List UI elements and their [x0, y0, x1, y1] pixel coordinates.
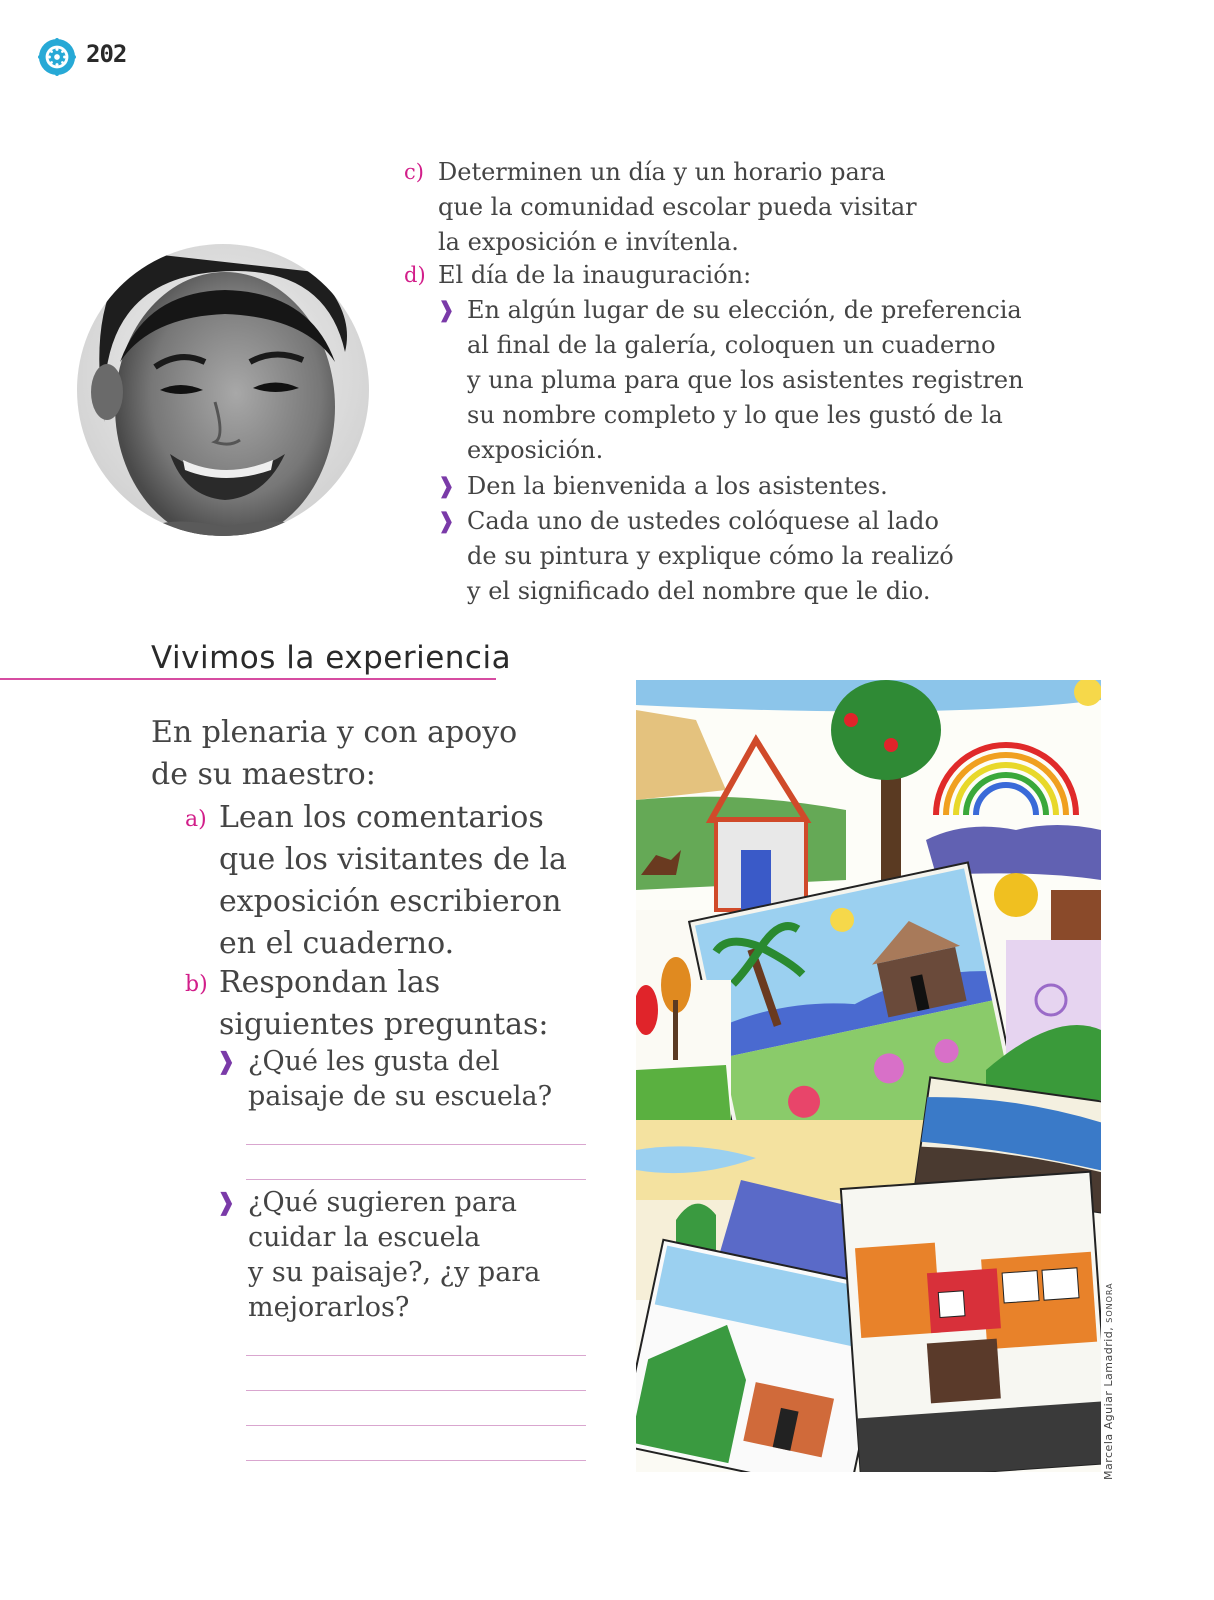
answer-line[interactable]: [246, 1390, 586, 1391]
portrait-photo: [75, 242, 371, 538]
answer-line[interactable]: [246, 1425, 586, 1426]
answer-line[interactable]: [246, 1460, 586, 1461]
section-intro: [151, 712, 517, 796]
question-line: ¿Qué les gusta del: [248, 1046, 500, 1077]
item-line: en el cuaderno.: [219, 926, 455, 961]
bullet-line: al final de la galería, coloquen un cuaderno: [467, 331, 996, 359]
chevron-right-icon: ❱: [437, 298, 456, 323]
list-item: [437, 504, 954, 609]
bullet-line: Den la bienvenida a los asistentes.: [467, 472, 888, 500]
list-item: [437, 469, 888, 504]
step-line: la exposición e invítenla.: [438, 228, 739, 256]
answer-line[interactable]: [246, 1144, 586, 1145]
credit-state: SONORA: [1105, 1282, 1114, 1323]
bullet-line: y una pluma para que los asistentes registren: [467, 366, 1024, 394]
step-c: [404, 155, 917, 260]
item-line: Lean los comentarios: [219, 800, 544, 835]
item-line: que los visitantes de la: [219, 842, 567, 877]
question-1: [216, 1044, 553, 1114]
chevron-right-icon: ❱: [216, 1047, 237, 1075]
step-letter: c): [404, 160, 424, 184]
bullet-line: su nombre completo y lo que les gustó de la: [467, 401, 1003, 429]
bullet-line: Cada uno de ustedes colóquese al lado: [467, 507, 939, 535]
section-divider: [0, 678, 496, 680]
answer-line[interactable]: [246, 1355, 586, 1356]
step-d: [404, 258, 752, 293]
question-line: paisaje de su escuela?: [248, 1081, 553, 1112]
item-b: [185, 962, 549, 1046]
list-item: [437, 293, 1024, 468]
question-2: [216, 1185, 541, 1325]
bullet-line: exposición.: [467, 436, 604, 464]
intro-line: de su maestro:: [151, 757, 376, 792]
intro-line: En plenaria y con apoyo: [151, 715, 518, 750]
item-line: exposición escribieron: [219, 884, 562, 919]
children-drawing-collage: [636, 680, 1101, 1472]
bullet-line: En algún lugar de su elección, de preferencia: [467, 296, 1022, 324]
image-credit: [1102, 1282, 1115, 1480]
section-title: Vivimos la experiencia: [151, 640, 512, 676]
chevron-right-icon: ❱: [437, 474, 456, 499]
question-line: cuidar la escuela: [248, 1222, 481, 1253]
item-letter: b): [185, 972, 208, 997]
item-a: [185, 797, 567, 965]
credit-name: Marcela Aguiar Lamadrid,: [1102, 1326, 1115, 1480]
step-line: Determinen un día y un horario para: [438, 158, 886, 186]
seal-icon: [38, 38, 76, 76]
step-letter: d): [404, 263, 426, 287]
chevron-right-icon: ❱: [437, 509, 456, 534]
item-letter: a): [185, 807, 207, 832]
chevron-right-icon: ❱: [216, 1188, 237, 1216]
question-line: mejorarlos?: [248, 1292, 410, 1323]
step-line: El día de la inauguración:: [438, 261, 752, 289]
bullet-line: de su pintura y explique cómo la realizó: [467, 542, 954, 570]
step-line: que la comunidad escolar pueda visitar: [438, 193, 917, 221]
question-line: y su paisaje?, ¿y para: [248, 1257, 541, 1288]
question-line: ¿Qué sugieren para: [248, 1187, 517, 1218]
item-line: Respondan las: [219, 965, 441, 1000]
answer-line[interactable]: [246, 1179, 586, 1180]
bullet-line: y el significado del nombre que le dio.: [467, 577, 931, 605]
item-line: siguientes preguntas:: [219, 1007, 549, 1042]
page-number: 202: [86, 40, 127, 68]
